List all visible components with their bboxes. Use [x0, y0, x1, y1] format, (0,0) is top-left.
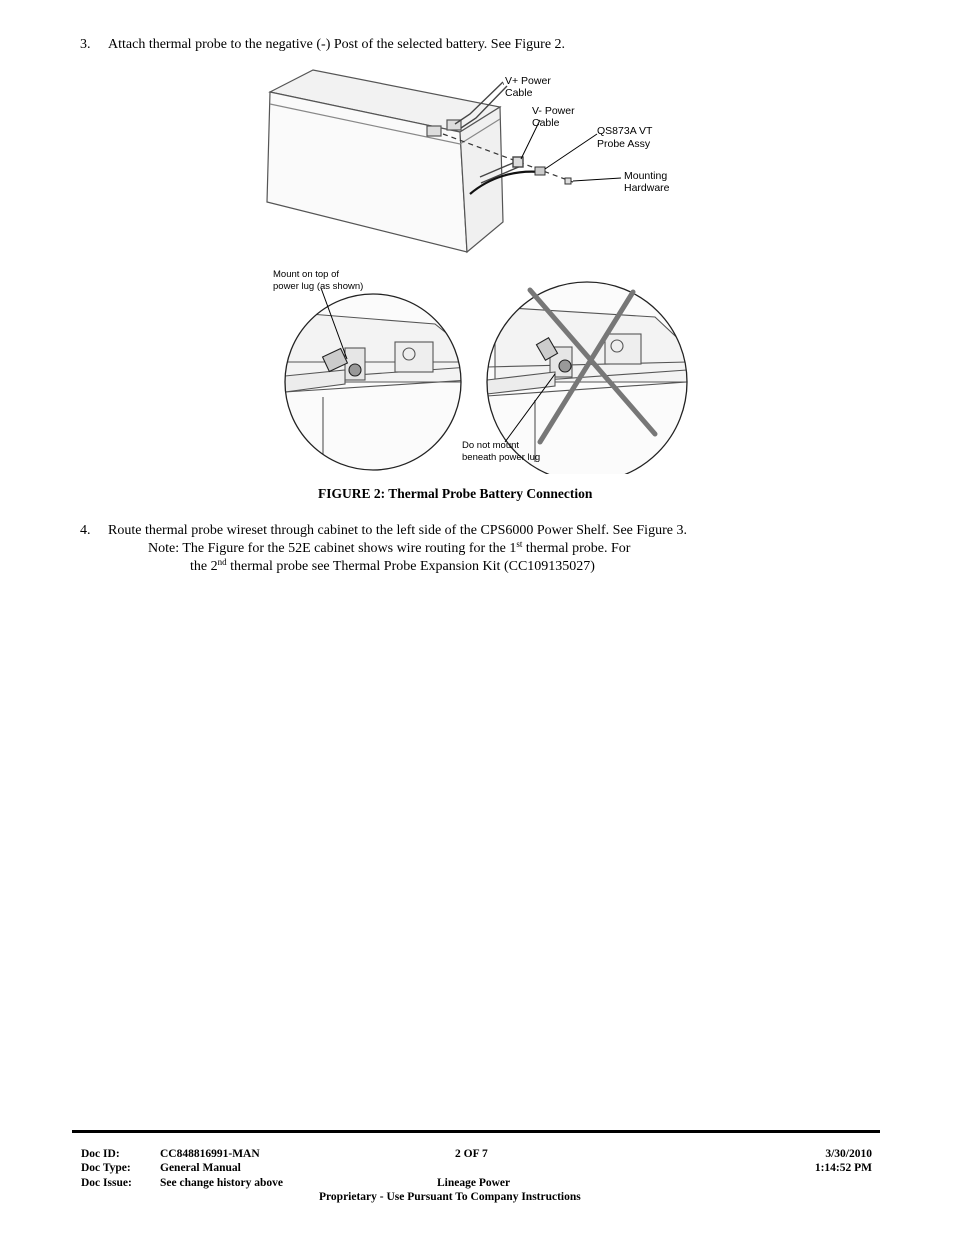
- label-mount-top-2: power lug (as shown): [273, 281, 364, 292]
- footer-rule: [72, 1130, 880, 1133]
- step-3-text: Attach thermal probe to the negative (-) Post of the selected battery. See Figure 2.: [108, 37, 566, 52]
- step-4: [80, 522, 880, 540]
- footer-doc-issue-label: Doc Issue:: [81, 1177, 132, 1189]
- label-no-mount-1: Do not mount: [462, 440, 520, 451]
- step-4-number: 4.: [80, 523, 91, 538]
- label-v-plus-1: V+ Power: [505, 75, 551, 87]
- label-mount-top-1: Mount on top of: [273, 269, 340, 280]
- step-4-note-line-2: [190, 558, 595, 576]
- footer-doc-type-value: General Manual: [160, 1162, 241, 1174]
- note-line-1-b: thermal probe. For: [522, 541, 631, 556]
- step-4-text: Route thermal probe wireset through cabinet to the left side of the CPS6000 Power Shelf. See Figure 3.: [108, 523, 687, 538]
- battery-drawing: [267, 70, 503, 252]
- note-line-2-a: the 2: [190, 559, 218, 574]
- footer-doc-id-value: CC848816991-MAN: [160, 1148, 260, 1160]
- note-line-1-a: Note: The Figure for the 52E cabinet shows wire routing for the 1: [148, 541, 517, 556]
- label-mount-hw-2: Hardware: [624, 182, 670, 194]
- footer-doc-type-label: Doc Type:: [81, 1162, 131, 1174]
- label-v-minus-1: V- Power: [532, 105, 575, 117]
- note-line-2-b: thermal probe see Thermal Probe Expansion Kit (CC109135027): [226, 559, 595, 574]
- step-3: [80, 36, 780, 54]
- footer-date: 3/30/2010: [825, 1148, 872, 1160]
- figure-caption: FIGURE 2: Thermal Probe Battery Connection: [318, 486, 593, 501]
- label-v-minus-2: Cable: [532, 117, 560, 129]
- probe-assy-part: [535, 167, 545, 175]
- label-probe-1: QS873A VT: [597, 125, 653, 137]
- label-v-plus-2: Cable: [505, 87, 533, 99]
- footer-proprietary: Proprietary - Use Pursuant To Company Instructions: [319, 1191, 581, 1203]
- footer-time: 1:14:52 PM: [814, 1162, 872, 1174]
- footer-doc-issue-value: See change history above: [160, 1177, 283, 1189]
- mounting-hardware-part: [565, 178, 571, 184]
- label-no-mount-2: beneath power lug: [462, 452, 541, 463]
- note-line-2-sup: nd: [217, 557, 227, 567]
- figure-2-illustration: [255, 62, 705, 474]
- note-line-1-sup: st: [516, 539, 523, 549]
- footer-page-number: 2 OF 7: [455, 1148, 488, 1160]
- label-mount-hw-1: Mounting: [624, 170, 668, 182]
- footer-company: Lineage Power: [437, 1177, 511, 1189]
- step-4-note-line-1: [148, 540, 630, 558]
- footer-doc-id-label: Doc ID:: [81, 1148, 120, 1160]
- step-3-number: 3.: [80, 37, 91, 52]
- label-probe-2: Probe Assy: [597, 138, 651, 150]
- detail-correct-mount: [275, 292, 475, 472]
